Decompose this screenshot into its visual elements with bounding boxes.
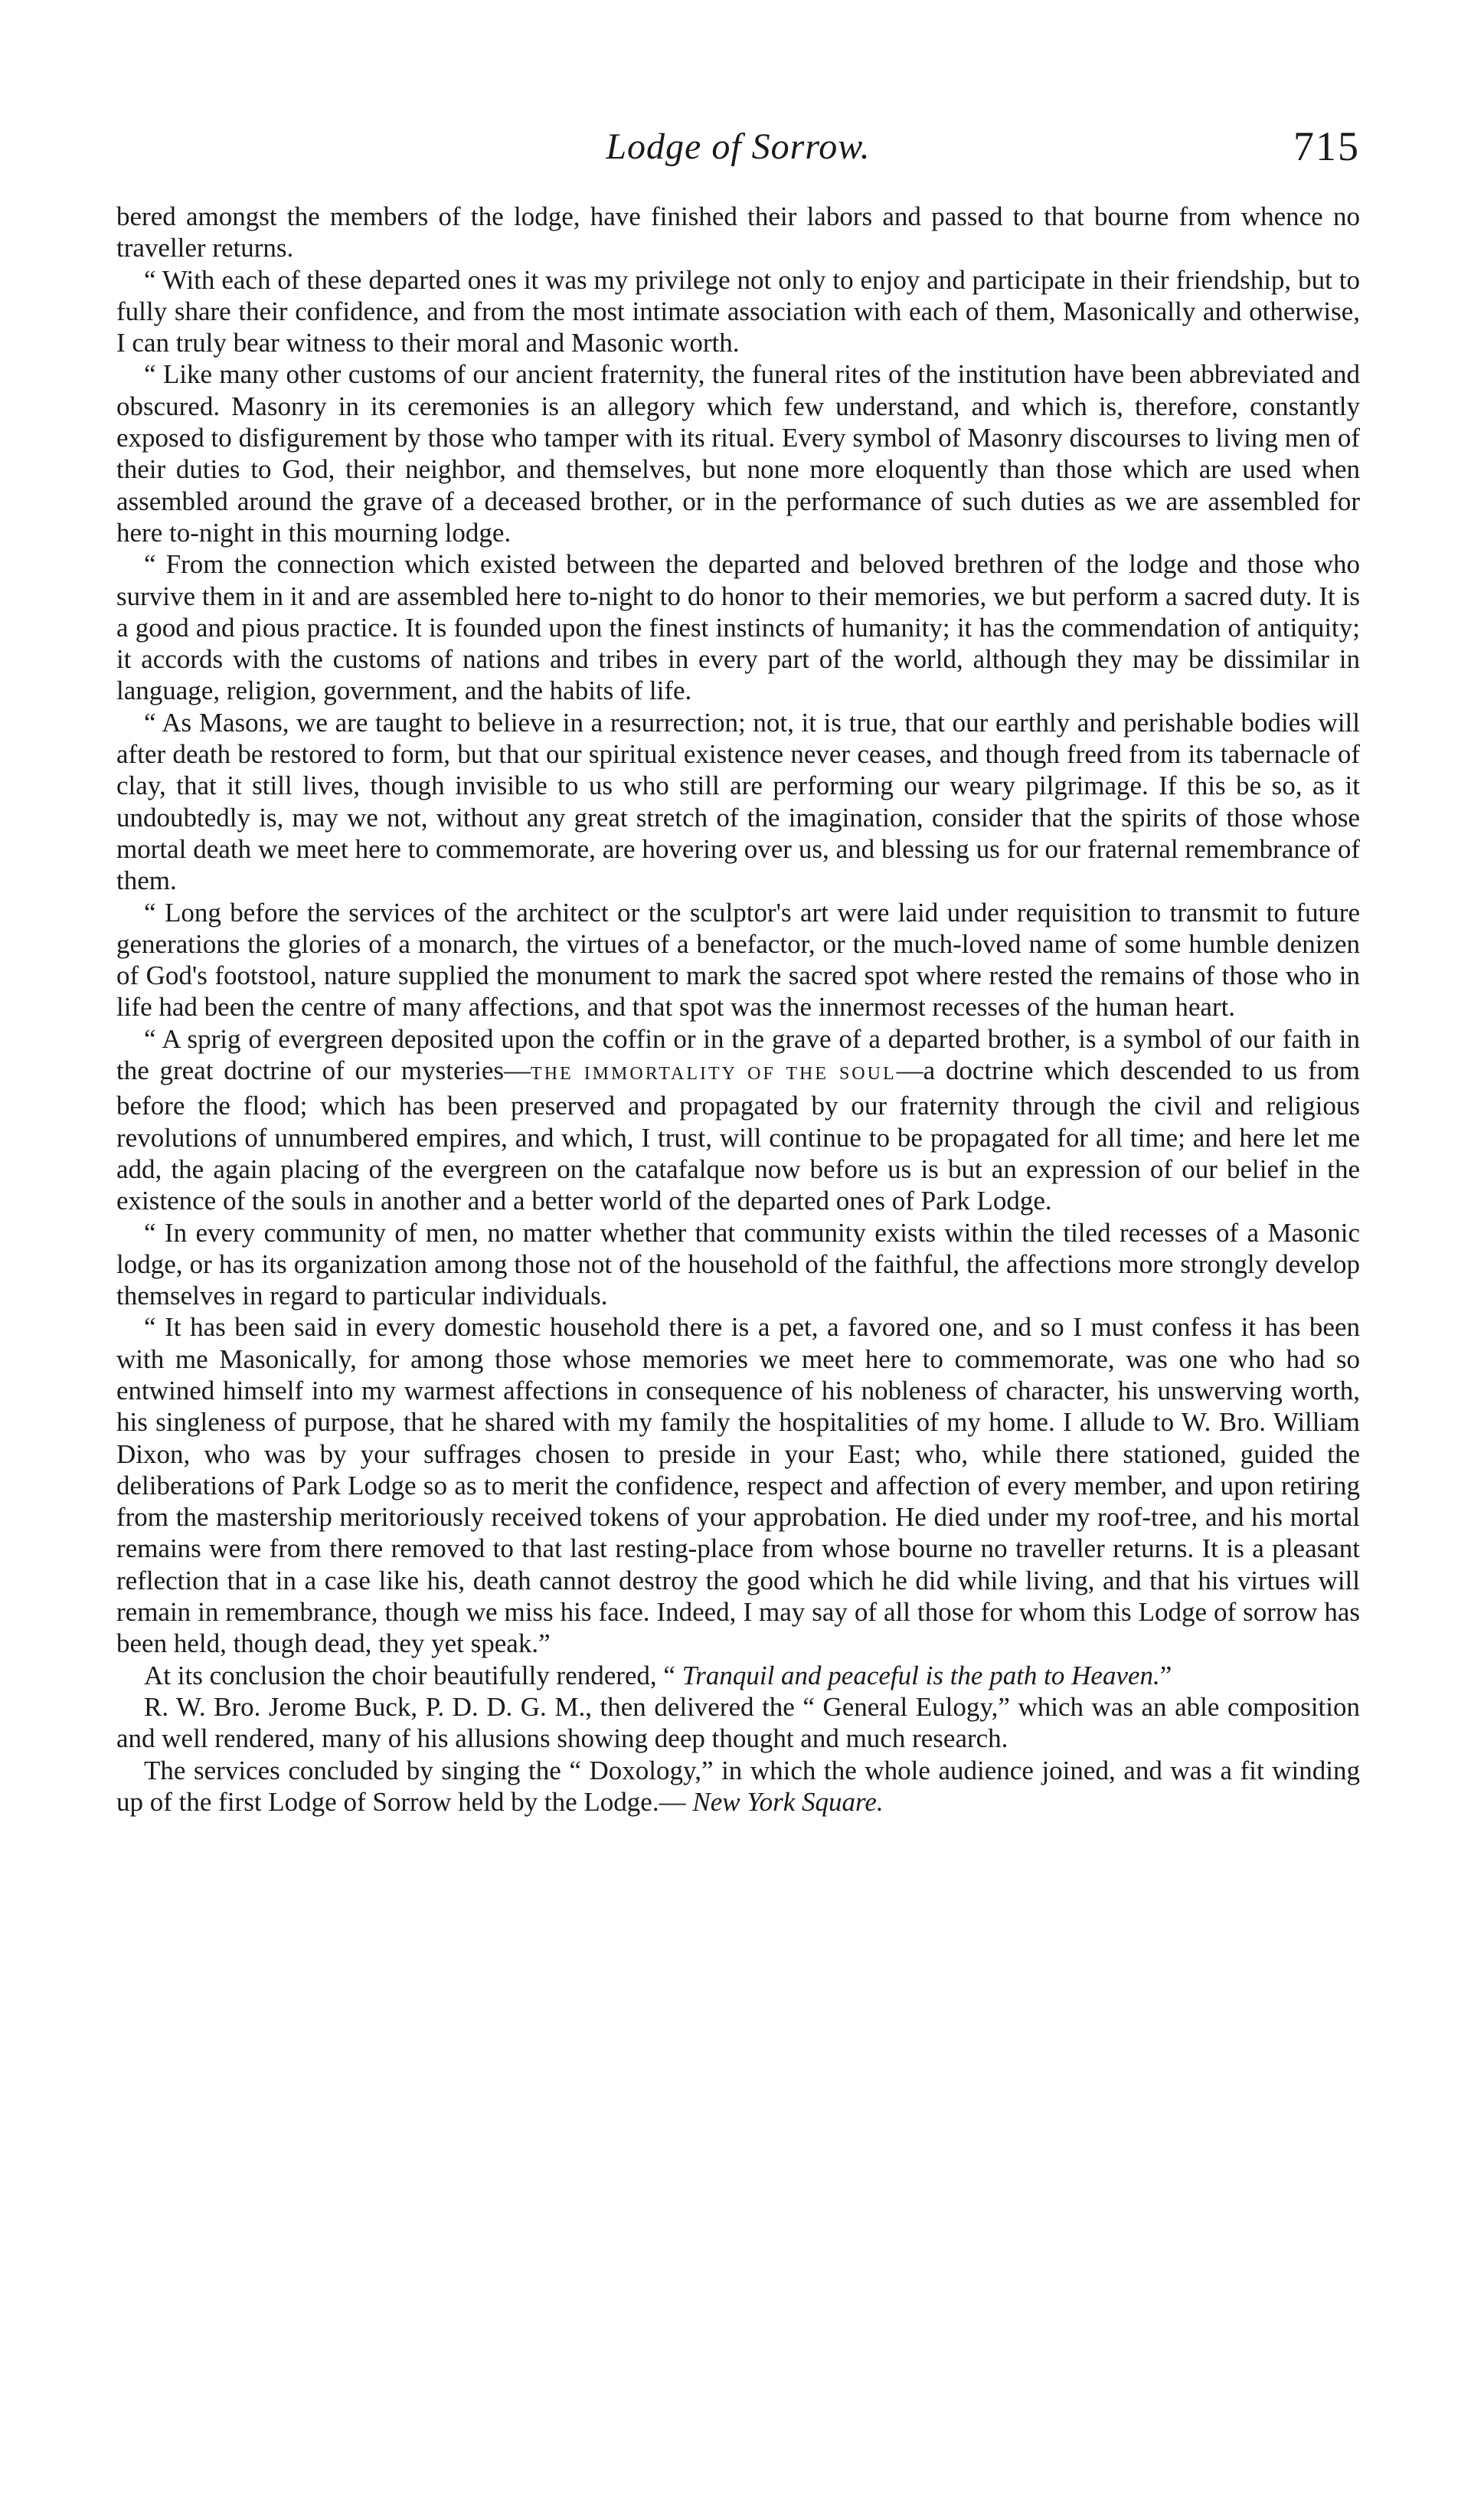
paragraph: [116, 201, 1360, 264]
text-run: ”: [1159, 1660, 1172, 1690]
paragraph: [116, 264, 1360, 359]
paragraph: [116, 1023, 1360, 1217]
small-caps-text: THE IMMORTALITY OF THE SOUL: [531, 1064, 897, 1085]
running-title: Lodge of Sorrow.: [606, 126, 871, 167]
text-run: At its conclusion the choir beautifully rendered, “: [144, 1660, 682, 1690]
paragraph: [116, 1755, 1360, 1818]
text-run: —a doctrine which descended to us from before the flood; which has been preserved and propagated by our fraternity through the civil and religious revolutions of unnumbered empires, and which, I trust, will continue to be propagated for all time; and here let me add, the again placing of the evergreen on the catafalque now before us is but an expression of our belief in the existence of the souls in another and a better world of the departed ones of Park Lodge.: [116, 1055, 1360, 1216]
paragraph: [116, 1691, 1360, 1755]
paragraph: [116, 1217, 1360, 1312]
paragraph: [116, 548, 1360, 706]
text-run: “ With each of these departed ones it was my privilege not only to enjoy and participate in their friendship, but to fully share their confidence, and from the most intimate association with each of them, Masonically and otherwise, I can truly bear witness to their moral and Masonic worth.: [116, 264, 1360, 358]
text-run: “ Long before the services of the architect or the sculptor's art were laid under requisition to transmit to future generations the glories of a monarch, the virtues of a benefactor, or the much-loved name of some humble denizen of God's footstool, nature supplied the monument to mark the sacred spot where rested the remains of those who in life had been the centre of many affections, and that spot was the innermost recesses of the human heart.: [116, 897, 1360, 1023]
text-run: The services concluded by singing the “ Doxology,” in which the whole audience joined, and was a fit winding up of the first Lodge of Sorrow held by the Lodge.—: [116, 1755, 1360, 1817]
paragraph: [116, 358, 1360, 548]
text-run: bered amongst the members of the lodge, have finished their labors and passed to that bourne from whence no traveller returns.: [116, 201, 1360, 263]
text-run: “ A sprig of evergreen deposited upon the coffin or in the grave of a departed brother, is a symbol of our faith in the great doctrine of our mysteries—: [116, 1023, 1360, 1086]
paragraph: [116, 897, 1360, 1023]
paragraph: [116, 1311, 1360, 1659]
paragraph: [116, 707, 1360, 897]
text-run: R. W. Bro. Jerome Buck, P. D. D. G. M., then delivered the “ General Eulogy,” which was an able composition and well rendered, many of his allusions showing deep thought and much research.: [116, 1691, 1360, 1754]
italic-text: New York Square.: [692, 1786, 884, 1817]
page-number: 715: [1293, 123, 1360, 169]
body-text: [116, 201, 1360, 1818]
text-run: “ Like many other customs of our ancient fraternity, the funeral rites of the institution have been abbreviated and obscured. Masonry in its ceremonies is an allegory which few understand, and which is, therefore, constantly exposed to disfigurement by those who tamper with its ritual. Every symbol of Masonry discourses to living men of their duties to God, their neighbor, and themselves, but none more eloquently than those which are used when assembled around the grave of a deceased brother, or in the performance of such duties as we are assembled for here to-night in this mourning lodge.: [116, 359, 1360, 548]
text-run: “ As Masons, we are taught to believe in a resurrection; not, it is true, that our earthly and perishable bodies will after death be restored to form, but that our spiritual existence never ceases, and though freed from its tabernacle of clay, that it still lives, though invisible to us who still are performing our weary pilgrimage. If this be so, as it undoubtedly is, may we not, without any great stretch of the imagination, consider that the spirits of those whose mortal death we meet here to commemorate, are hovering over us, and blessing us for our fraternal remembrance of them.: [116, 707, 1360, 896]
italic-text: Tranquil and peaceful is the path to Heaven.: [682, 1660, 1160, 1690]
text-run: “ It has been said in every domestic household there is a pet, a favored one, and so I must confess it has been with me Masonically, for among those whose memories we meet here to commemorate, was one who had so entwined himself into my warmest affections in consequence of his nobleness of character, his unswerving worth, his singleness of purpose, that he shared with my family the hospitalities of my home. I allude to W. Bro. William Dixon, who was by your suffrages chosen to preside in your East; who, while there stationed, guided the deliberations of Park Lodge so as to merit the confidence, respect and affection of every member, and upon retiring from the mastership meritoriously received tokens of your approbation. He died under my roof-tree, and his mortal remains were from there removed to that last resting-place from whose bourne no traveller returns. It is a pleasant reflection that in a case like his, death cannot destroy the good which he did while living, and that his virtues will remain in remembrance, though we miss his face. Indeed, I may say of all those for whom this Lodge of sorrow has been held, though dead, they yet speak.”: [116, 1312, 1360, 1659]
text-run: “ In every community of men, no matter whether that community exists within the tiled recesses of a Masonic lodge, or has its organization among those not of the household of the faithful, the affections more strongly develop themselves in regard to particular individuals.: [116, 1217, 1360, 1311]
page-header: [116, 123, 1360, 184]
paragraph: [116, 1660, 1360, 1691]
text-run: “ From the connection which existed between the departed and beloved brethren of the lodge and those who survive them in it and are assembled here to-night to do honor to their memories, we but perform a sacred duty. It is a good and pious practice. It is founded upon the finest instincts of humanity; it has the commendation of antiquity; it accords with the customs of nations and tribes in every part of the world, although they may be dissimilar in language, religion, government, and the habits of life.: [116, 549, 1360, 706]
